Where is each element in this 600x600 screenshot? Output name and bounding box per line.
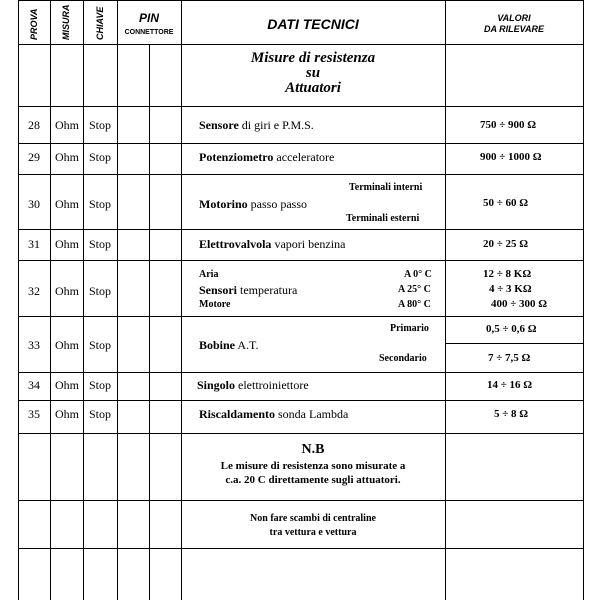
- grid-line: [18, 433, 584, 434]
- row-misura: Ohm: [55, 338, 79, 352]
- row-prova: 32: [28, 284, 40, 298]
- row-description-bold: Singolo: [197, 378, 236, 392]
- row-misura: Ohm: [55, 150, 79, 164]
- row-chiave: Stop: [88, 237, 111, 251]
- grid-line: [18, 0, 19, 600]
- row-description-bold: Sensore: [199, 118, 239, 132]
- sensor-label-aria: Aria: [199, 269, 219, 280]
- header-prova: PROVA: [29, 8, 39, 40]
- row-prova: 34: [28, 378, 40, 392]
- row-misura: Ohm: [55, 407, 79, 421]
- sensor-label-sensori: [199, 283, 297, 298]
- row-description-rest: sonda Lambda: [275, 407, 349, 421]
- grid-line: [583, 0, 584, 600]
- sensor-temp: A 0° C: [404, 269, 432, 280]
- grid-line: [445, 0, 446, 600]
- bobine-value-primario: 0,5 ÷ 0,6 Ω: [486, 323, 537, 335]
- sensor-label-rest: temperatura: [237, 283, 298, 297]
- bobine-primario: Primario: [390, 323, 429, 334]
- row-chiave: Stop: [88, 378, 111, 392]
- row-chiave: Stop: [88, 338, 111, 352]
- row-value: 50 ÷ 60 Ω: [483, 197, 529, 209]
- row-description: [199, 150, 334, 165]
- row-chiave: Stop: [88, 150, 111, 164]
- row-prova: 28: [28, 118, 40, 132]
- grid-line: [83, 0, 84, 600]
- nb-line1: Le misure di resistenza sono misurate a: [220, 460, 406, 472]
- grid-line: [445, 343, 584, 344]
- row-description: [199, 237, 345, 252]
- grid-line: [18, 372, 584, 373]
- grid-line: [18, 548, 584, 549]
- sensor-value: 12 ÷ 8 KΩ: [483, 268, 532, 280]
- row-description: [197, 378, 309, 393]
- row-note-top: Terminali interni: [349, 182, 423, 193]
- note-line2: tra vettura e vettura: [269, 527, 357, 538]
- section-title-line1: Misure di resistenza: [250, 50, 376, 66]
- row-description-rest: passo passo: [247, 197, 307, 211]
- row-value: 750 ÷ 900 Ω: [480, 119, 537, 131]
- sensor-temp: A 80° C: [398, 299, 431, 310]
- header-pin: PIN: [138, 11, 159, 25]
- nb-title: N.B: [301, 442, 325, 457]
- row-prova: 29: [28, 150, 40, 164]
- row-value: 20 ÷ 25 Ω: [483, 238, 529, 250]
- note-line1: Non fare scambi di centraline: [250, 513, 376, 524]
- grid-line: [18, 500, 584, 501]
- grid-line: [18, 229, 584, 230]
- header-connettore: CONNETTORE: [124, 29, 174, 36]
- row-prova: 35: [28, 407, 40, 421]
- grid-line: [117, 0, 118, 600]
- header-valori-line1: VALORI: [497, 13, 531, 23]
- row-description: [199, 338, 258, 353]
- grid-line: [50, 0, 51, 600]
- sensor-temp: A 25° C: [398, 284, 431, 295]
- row-prova: 31: [28, 237, 40, 251]
- sensor-value: 400 ÷ 300 Ω: [491, 298, 548, 310]
- sensor-label-bold: Sensori: [199, 283, 238, 297]
- row-description-bold: Potenziometro: [199, 150, 274, 164]
- row-misura: Ohm: [55, 118, 79, 132]
- row-prova: 33: [28, 338, 40, 352]
- grid-line: [18, 174, 584, 175]
- sensor-label-motore: Motore: [199, 299, 231, 310]
- grid-line: [18, 400, 584, 401]
- row-prova: 30: [28, 197, 40, 211]
- row-chiave: Stop: [88, 118, 111, 132]
- header-chiave: CHIAVE: [95, 6, 105, 40]
- row-misura: Ohm: [55, 237, 79, 251]
- row-misura: Ohm: [55, 378, 79, 392]
- grid-line: [18, 44, 584, 45]
- row-value: 14 ÷ 16 Ω: [487, 379, 533, 391]
- row-description-rest: vapori benzina: [271, 237, 346, 251]
- row-value: 5 ÷ 8 Ω: [494, 408, 529, 420]
- sensor-value: 4 ÷ 3 KΩ: [489, 283, 532, 295]
- header-valori-line2: DA RILEVARE: [483, 24, 544, 34]
- row-description-bold: Bobine: [199, 338, 236, 352]
- grid-line: [18, 143, 584, 144]
- row-description: [199, 197, 307, 212]
- row-description-bold: Riscaldamento: [199, 407, 275, 421]
- row-description: [199, 118, 314, 133]
- row-description: [199, 407, 348, 422]
- row-value: 900 ÷ 1000 Ω: [480, 151, 542, 163]
- section-title-line2: su: [305, 65, 321, 81]
- row-misura: Ohm: [55, 197, 79, 211]
- row-chiave: Stop: [88, 197, 111, 211]
- grid-line: [18, 316, 584, 317]
- row-description-rest: di giri e P.M.S.: [238, 118, 314, 132]
- row-description-bold: Motorino: [199, 197, 248, 211]
- section-title-line3: Attuatori: [285, 80, 341, 96]
- row-description-rest: elettroiniettore: [235, 378, 309, 392]
- row-description-rest: acceleratore: [273, 150, 335, 164]
- nb-line2: c.a. 20 C direttamente sugli attuatori.: [225, 474, 401, 486]
- grid-line: [18, 0, 584, 1]
- row-description-rest: A.T.: [235, 338, 259, 352]
- bobine-secondario: Secondario: [379, 353, 427, 364]
- grid-line: [18, 106, 584, 107]
- bobine-value-secondario: 7 ÷ 7,5 Ω: [488, 352, 531, 364]
- row-misura: Ohm: [55, 284, 79, 298]
- grid-line: [149, 44, 150, 600]
- grid-line: [18, 260, 584, 261]
- row-chiave: Stop: [88, 284, 111, 298]
- header-dati-tecnici: DATI TECNICI: [267, 16, 359, 32]
- row-description-bold: Elettrovalvola: [199, 237, 272, 251]
- row-chiave: Stop: [88, 407, 111, 421]
- row-note-bottom: Terminali esterni: [346, 213, 420, 224]
- header-misura: MISURA: [61, 4, 71, 40]
